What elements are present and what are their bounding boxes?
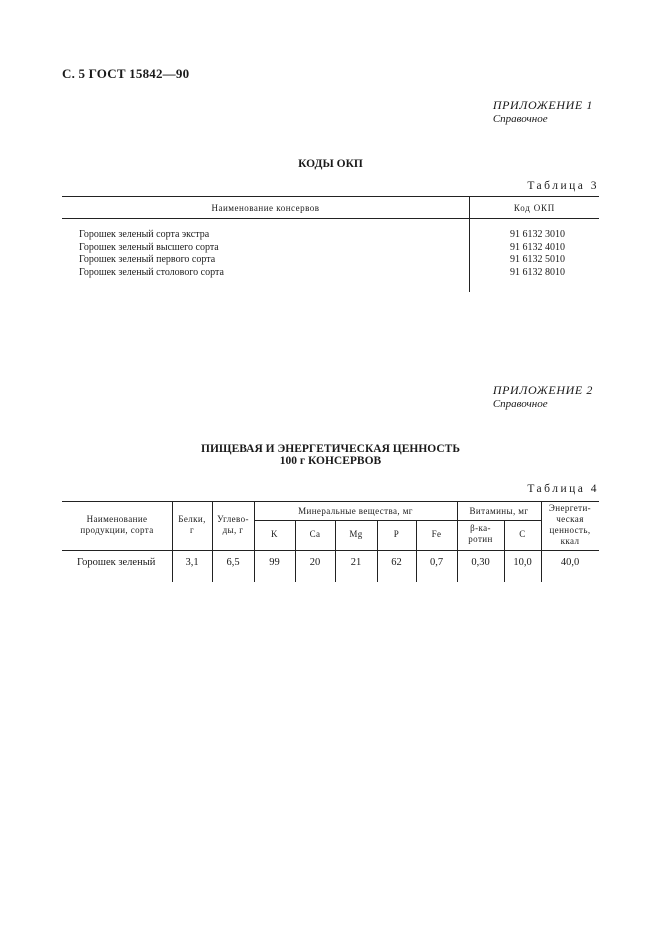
table-row: Горошек зеленый первого сорта <box>79 254 216 265</box>
appendix-1-label: ПРИЛОЖЕНИЕ 1 <box>492 98 593 112</box>
appendix-2-note: Справочное <box>492 398 548 410</box>
row-fe: 0,7 <box>429 557 444 568</box>
header-k: K <box>271 529 278 539</box>
table-4-title-line-1: ПИЩЕВАЯ И ЭНЕРГЕТИЧЕСКАЯ ЦЕННОСТЬ <box>201 443 460 455</box>
table-3-codes <box>510 229 565 279</box>
table-3-header-code: Код ОКП <box>513 203 556 213</box>
table-3-names <box>79 229 224 279</box>
table-row: Горошек зеленый сорта экстра <box>79 229 210 240</box>
row-protein: 3,1 <box>185 557 199 568</box>
row-carbs: 6,5 <box>226 557 240 568</box>
header-product-name: Наименование продукции, сорта <box>80 514 154 535</box>
table-3 <box>62 196 599 292</box>
header-carotene: β-ка- ротин <box>468 523 493 544</box>
row-ca: 20 <box>309 557 321 568</box>
table-4-number: Таблица 4 <box>527 483 599 495</box>
header-minerals: Минеральные вещества, мг <box>298 506 413 516</box>
header-ca: Ca <box>309 529 321 539</box>
table-4-title-line-2: 100 г КОНСЕРВОВ <box>279 455 382 467</box>
appendix-1 <box>493 98 593 125</box>
row-p: 62 <box>391 557 402 568</box>
row-energy: 40,0 <box>560 557 580 568</box>
table-3-header-name: Наименование консервов <box>211 203 320 213</box>
header-vitamins: Витамины, мг <box>469 506 529 516</box>
table-cell-code: 91 6132 8010 <box>510 266 565 278</box>
header-fe: Fe <box>431 529 442 539</box>
header-p: P <box>393 529 400 539</box>
row-mg: 21 <box>350 557 362 568</box>
page-header: С. 5 ГОСТ 15842—90 <box>62 66 190 81</box>
table-cell-code: 91 6132 5010 <box>510 254 565 265</box>
table-cell-code: 91 6132 4010 <box>510 241 565 253</box>
table-3-number: Таблица 3 <box>527 180 599 192</box>
table-cell-code: 91 6132 3010 <box>510 229 565 240</box>
header-c: C <box>519 529 526 539</box>
row-k: 99 <box>269 557 280 568</box>
table-4-title <box>62 443 599 467</box>
appendix-1-note: Справочное <box>492 113 548 125</box>
table-3-title: КОДЫ ОКП <box>298 158 363 170</box>
table-row: Горошек зеленый высшего сорта <box>79 241 219 253</box>
row-carotene: 0,30 <box>471 557 490 568</box>
table-4 <box>62 501 599 582</box>
row-c: 10,0 <box>513 557 532 568</box>
table-row: Горошек зеленый столового сорта <box>79 266 224 278</box>
header-mg: Mg <box>349 529 363 539</box>
header-energy: Энергети- ческая ценность, ккал <box>548 503 592 546</box>
appendix-2-label: ПРИЛОЖЕНИЕ 2 <box>492 383 593 397</box>
header-carbs: Углево- ды, г <box>217 514 249 535</box>
row-product-name: Горошек зеленый <box>77 557 156 568</box>
appendix-2 <box>493 383 593 410</box>
header-protein: Белки, г <box>178 514 206 535</box>
